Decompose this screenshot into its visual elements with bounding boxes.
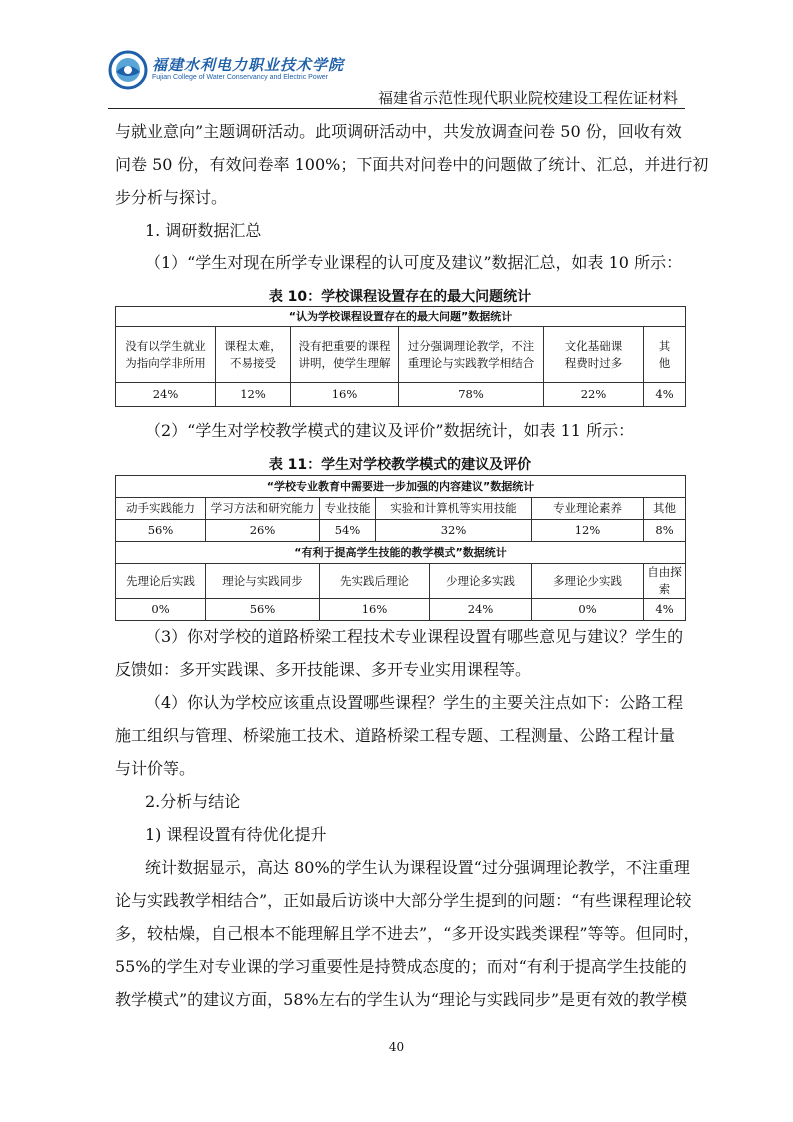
table-cell: 16% xyxy=(291,383,399,407)
table-cell: 动手实践能力 xyxy=(116,498,206,520)
table-cell: 先实践后理论 xyxy=(320,564,430,599)
table-cell: 少理论多实践 xyxy=(430,564,532,599)
table-cell: 0% xyxy=(116,599,206,621)
school-logo xyxy=(108,50,345,94)
table-row xyxy=(116,383,686,407)
table-cell: 54% xyxy=(320,520,376,542)
text-line: 统计数据显示，高达 80%的学生认为课程设置“过分强调理论教学，不注重理 xyxy=(145,858,690,877)
text-line: 与计价等。 xyxy=(115,759,196,778)
item-3-paragraph xyxy=(115,620,685,686)
table-cell: 自由探索 xyxy=(644,564,686,599)
table-cell: 24% xyxy=(430,599,532,621)
section-heading: 1. 调研数据汇总 xyxy=(145,221,262,240)
subsection-heading: 1) 课程设置有待优化提升 xyxy=(145,825,327,844)
school-name-cn: 福建水利电力职业技术学院 xyxy=(152,56,345,74)
table-cell: 没有以学生就业 为指向学非所用 xyxy=(116,327,216,383)
table-cell: 8% xyxy=(644,520,686,542)
school-emblem-icon xyxy=(108,50,148,90)
text-line: 问卷 50 份，有效问卷率 100%；下面共对问卷中的问题做了统计、汇总，并进行初 xyxy=(115,155,709,174)
table-row xyxy=(116,327,686,383)
table-row xyxy=(116,599,686,621)
table-10-caption: 表 10：学校课程设置存在的最大问题统计 xyxy=(268,289,532,305)
text-line: （4）你认为学校应该重点设置哪些课程？学生的主要关注点如下：公路工程 xyxy=(145,693,684,712)
table-row xyxy=(116,498,686,520)
table-cell: 专业理论素养 xyxy=(532,498,644,520)
table-cell: 4% xyxy=(644,383,686,407)
table-cell: 16% xyxy=(320,599,430,621)
text-line: （3）你对学校的道路桥梁工程技术专业课程设置有哪些意见与建议？学生的 xyxy=(145,627,684,646)
table-cell: 56% xyxy=(206,599,320,621)
table-cell: 实验和计算机等实用技能 xyxy=(376,498,532,520)
table-cell: 课程太难， 不易接受 xyxy=(216,327,291,383)
item-2-text: （2）“学生对学校教学模式的建议及评价”数据统计，如表 11 所示： xyxy=(145,421,635,440)
text-line: 教学模式”的建议方面，58%左右的学生认为“理论与实践同步”是更有效的教学模 xyxy=(115,990,688,1009)
table-cell: 0% xyxy=(532,599,644,621)
header-divider xyxy=(108,108,685,109)
header-title: 福建省示范性现代职业院校建设工程佐证材料 xyxy=(377,89,678,107)
table-cell: 过分强调理论教学，不注 重理论与实践教学相结合 xyxy=(399,327,544,383)
table-10 xyxy=(115,306,686,407)
table-cell: 学习方法和研究能力 xyxy=(206,498,320,520)
table-cell: 78% xyxy=(399,383,544,407)
text-line: 论与实践教学相结合”，正如最后访谈中大部分学生提到的问题：“有些课程理论较 xyxy=(115,891,692,910)
section-heading: 2.分析与结论 xyxy=(145,792,241,811)
page-number: 40 xyxy=(388,1040,405,1054)
text-line: 多，较枯燥，自己根本不能理解且学不进去”，“多开设实践类课程”等等。但同时， xyxy=(115,924,700,943)
table-11-caption: 表 11：学生对学校教学模式的建议及评价 xyxy=(268,457,532,473)
table-cell: 其 他 xyxy=(644,327,686,383)
text-line: 与就业意向”主题调研活动。此项调研活动中，共发放调查问卷 50 份，回收有效 xyxy=(115,122,682,141)
table-cell: 专业技能 xyxy=(320,498,376,520)
item-1-text: （1）“学生对现在所学专业课程的认可度及建议”数据汇总，如表 10 所示： xyxy=(145,253,683,272)
intro-paragraph xyxy=(115,115,709,214)
table-10-header: “认为学校课程设置存在的最大问题”数据统计 xyxy=(116,307,686,327)
table-cell: 56% xyxy=(116,520,206,542)
table-cell: 多理论少实践 xyxy=(532,564,644,599)
table-11-header-1: “学校专业教育中需要进一步加强的内容建议”数据统计 xyxy=(116,476,686,498)
table-cell: 12% xyxy=(532,520,644,542)
text-line: 施工组织与管理、桥梁施工技术、道路桥梁工程专题、工程测量、公路工程计量 xyxy=(115,726,676,745)
item-4-paragraph xyxy=(115,686,685,785)
school-name-en: Fujian College of Water Conservancy and Electric Power xyxy=(152,74,328,81)
table-cell: 先理论后实践 xyxy=(116,564,206,599)
text-line: 步分析与探讨。 xyxy=(115,188,228,207)
table-cell: 理论与实践同步 xyxy=(206,564,320,599)
table-row xyxy=(116,520,686,542)
table-cell: 26% xyxy=(206,520,320,542)
text-line: 反馈如：多开实践课、多开技能课、多开专业实用课程等。 xyxy=(115,660,532,679)
table-11 xyxy=(115,475,686,621)
table-cell: 没有把重要的课程 讲明，使学生理解 xyxy=(291,327,399,383)
table-cell: 12% xyxy=(216,383,291,407)
table-11-header-2: “有利于提高学生技能的教学模式”数据统计 xyxy=(116,542,686,564)
table-cell: 32% xyxy=(376,520,532,542)
table-cell: 4% xyxy=(644,599,686,621)
analysis-paragraph xyxy=(115,851,700,1016)
table-cell: 文化基础课 程费时过多 xyxy=(544,327,644,383)
text-line: 55%的学生对专业课的学习重要性是持赞成态度的；而对“有利于提高学生技能的 xyxy=(115,957,687,976)
table-cell: 22% xyxy=(544,383,644,407)
table-row xyxy=(116,564,686,599)
table-cell: 其他 xyxy=(644,498,686,520)
table-cell: 24% xyxy=(116,383,216,407)
